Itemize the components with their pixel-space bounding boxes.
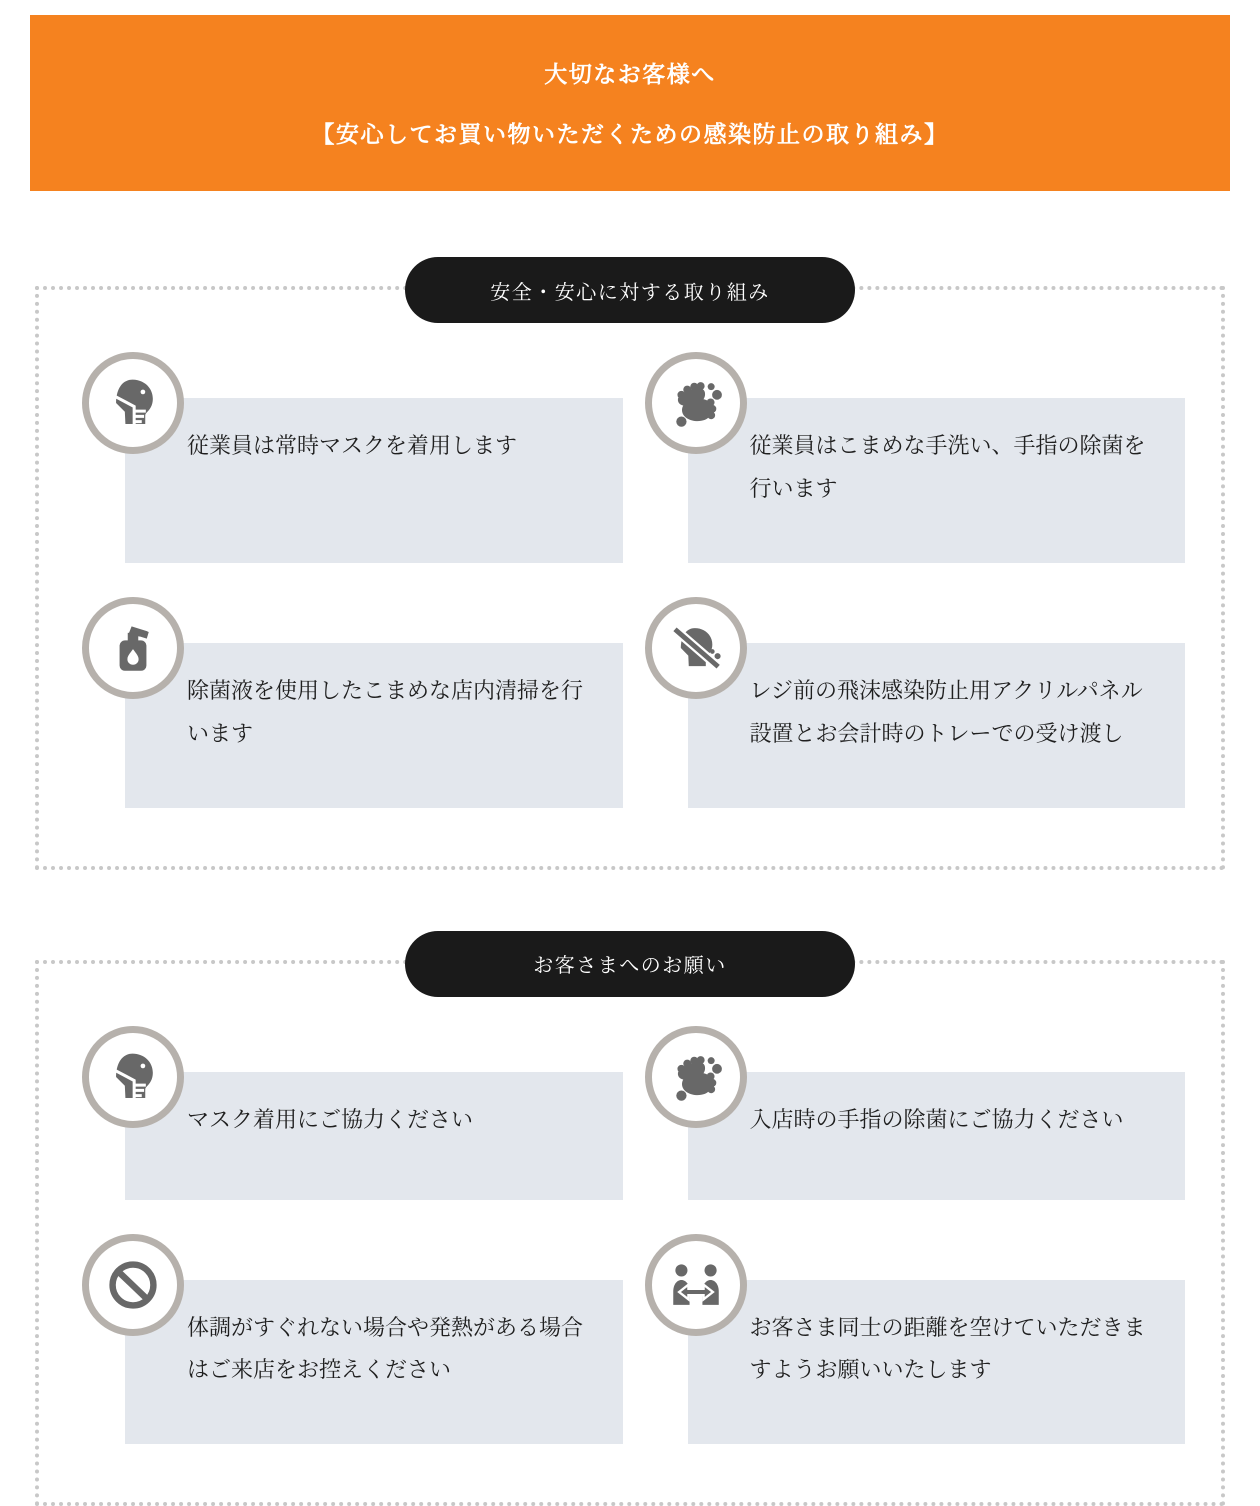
measure-text: お客さま同士の距離を空けていただきますようお願いいたします [749,1314,1146,1383]
measure-text: 従業員は常時マスクを着用します [187,433,518,458]
mask-face-icon [82,1026,184,1128]
measure-text: 体調がすぐれない場合や発熱がある場合はご来店をお控えください [187,1314,584,1383]
banner-title: 大切なお客様へ [544,61,716,87]
section-grid [125,1072,1185,1445]
prohibition-icon [82,1234,184,1336]
measure-card [125,643,623,808]
measure-card [688,1072,1186,1200]
measure-card [125,398,623,563]
section-2-title-pill: お客さまへのお願い [405,931,855,997]
mask-face-icon [82,352,184,454]
measure-card [125,1072,623,1200]
sanitizer-bottle-icon [82,597,184,699]
measure-card [688,398,1186,563]
measure-text: 除菌液を使用したこまめな店内清掃を行います [187,677,584,746]
social-distance-icon [645,1234,747,1336]
measure-text: 従業員はこまめな手洗い、手指の除菌を行います [749,433,1146,501]
hand-wash-icon [645,352,747,454]
section-1-title-pill: 安全・安心に対する取り組み [405,257,855,323]
measure-text: 入店時の手指の除菌にご協力ください [749,1106,1124,1132]
measure-card [125,1280,623,1445]
section-2 [35,955,1225,1506]
measure-text: マスク着用にご協力ください [187,1106,474,1132]
measure-card [688,1280,1186,1445]
measure-text: レジ前の飛沫感染防止用アクリルパネル設置とお会計時のトレーでの受け渡し [749,677,1143,746]
notice-banner [30,15,1230,191]
section-grid [125,398,1185,808]
hand-wash-icon [645,1026,747,1128]
banner-subtitle: 【安心してお買い物いただくための感染防止の取り組み】 [311,121,949,147]
section-1 [35,281,1225,870]
measure-card [688,643,1186,808]
content [0,281,1260,1506]
droplet-block-icon [645,597,747,699]
